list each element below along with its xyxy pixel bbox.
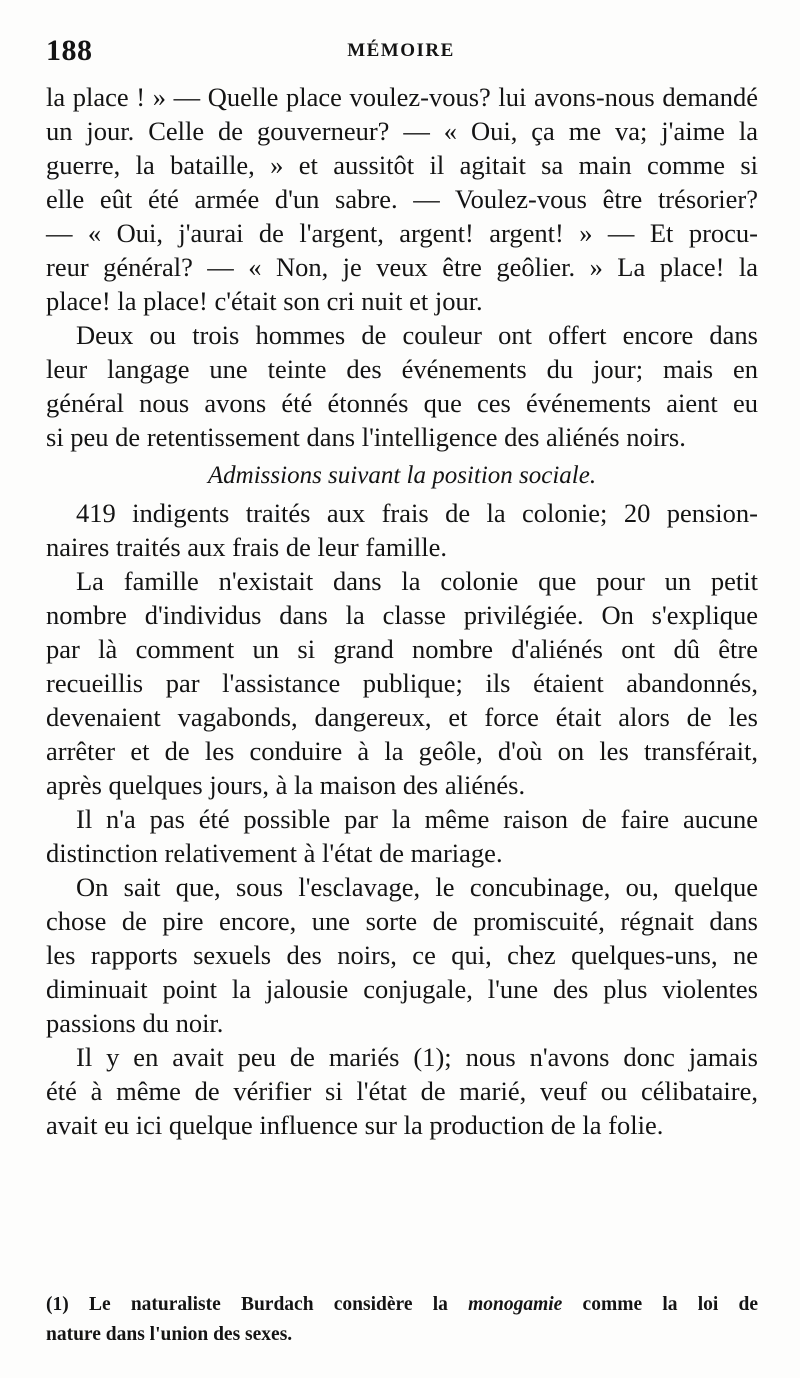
text-line: les rapports sexuels des noirs, ce qui, chez quelques-uns, ne bbox=[46, 940, 758, 970]
text-line: recueillis par l'assistance publique; ils étaient abandonnés, bbox=[46, 668, 758, 698]
text-line: diminuait point la jalousie conjugale, l'une des plus violentes bbox=[46, 974, 758, 1004]
page-number: 188 bbox=[46, 34, 93, 67]
footnote-text: comme la loi de bbox=[562, 1294, 758, 1315]
text-line: si peu de retentissement dans l'intelligence des aliénés noirs. bbox=[46, 422, 686, 452]
text-line: place! la place! c'était son cri nuit et jour. bbox=[46, 286, 483, 316]
text-line: leur langage une teinte des événements du jour; mais en bbox=[46, 354, 758, 384]
section-heading: Admissions suivant la position sociale. bbox=[207, 462, 597, 489]
text-line: Il y en avait peu de mariés (1); nous n'avons donc jamais bbox=[76, 1042, 758, 1072]
text-line: passions du noir. bbox=[46, 1008, 224, 1038]
text-line: arrêter et de les conduire à la geôle, d'où on les transférait, bbox=[46, 736, 758, 766]
text-line: Deux ou trois hommes de couleur ont offert encore dans bbox=[76, 320, 758, 350]
paragraph bbox=[46, 1040, 758, 1142]
text-line: reur général? — « Non, je veux être geôlier. » La place! la bbox=[46, 252, 758, 282]
text-line: Il n'a pas été possible par la même raison de faire aucune bbox=[76, 804, 758, 834]
paragraph bbox=[46, 870, 758, 1040]
footnote-line bbox=[46, 1290, 758, 1320]
text-line: après quelques jours, à la maison des aliénés. bbox=[46, 770, 526, 800]
text-line: guerre, la bataille, » et aussitôt il agitait sa main comme si bbox=[46, 150, 758, 180]
text-line: distinction relativement à l'état de mariage. bbox=[46, 838, 503, 868]
text-line: On sait que, sous l'esclavage, le concubinage, ou, quelque bbox=[76, 872, 758, 902]
text-line: nombre d'individus dans la classe privilégiée. On s'explique bbox=[46, 600, 758, 630]
footnote-text: (1) Le naturaliste Burdach considère la bbox=[46, 1294, 469, 1315]
footnote bbox=[46, 1290, 758, 1350]
footnote-emphasis: monogamie bbox=[468, 1294, 563, 1315]
body-text bbox=[46, 80, 758, 1142]
paragraph bbox=[46, 802, 758, 870]
footnote-line: nature dans l'union des sexes. bbox=[46, 1324, 293, 1345]
text-line: général nous avons été étonnés que ces événements aient eu bbox=[46, 388, 758, 418]
text-line: été à même de vérifier si l'état de marié, veuf ou célibataire, bbox=[46, 1076, 758, 1106]
paragraph bbox=[46, 318, 758, 454]
running-head: MÉMOIRE bbox=[347, 40, 455, 61]
page-header bbox=[46, 30, 756, 74]
paragraph-continued bbox=[46, 80, 758, 318]
text-line: 419 indigents traités aux frais de la colonie; 20 pension- bbox=[76, 498, 758, 528]
text-line: elle eût été armée d'un sabre. — Voulez-vous être trésorier? bbox=[46, 184, 758, 214]
text-line: la place ! » — Quelle place voulez-vous? lui avons-nous demandé bbox=[46, 82, 758, 112]
paragraph bbox=[46, 496, 758, 564]
text-line: par là comment un si grand nombre d'aliénés ont dû être bbox=[46, 634, 758, 664]
text-line: chose de pire encore, une sorte de promiscuité, régnait dans bbox=[46, 906, 758, 936]
paragraph bbox=[46, 564, 758, 802]
text-line: — « Oui, j'aurai de l'argent, argent! argent! » — Et procu- bbox=[46, 218, 758, 248]
text-line: devenaient vagabonds, dangereux, et force était alors de les bbox=[46, 702, 758, 732]
text-line: un jour. Celle de gouverneur? — « Oui, ça me va; j'aime la bbox=[46, 116, 758, 146]
text-line: La famille n'existait dans la colonie que pour un petit bbox=[76, 566, 758, 596]
text-line: avait eu ici quelque influence sur la production de la folie. bbox=[46, 1110, 664, 1140]
text-line: naires traités aux frais de leur famille. bbox=[46, 532, 448, 562]
